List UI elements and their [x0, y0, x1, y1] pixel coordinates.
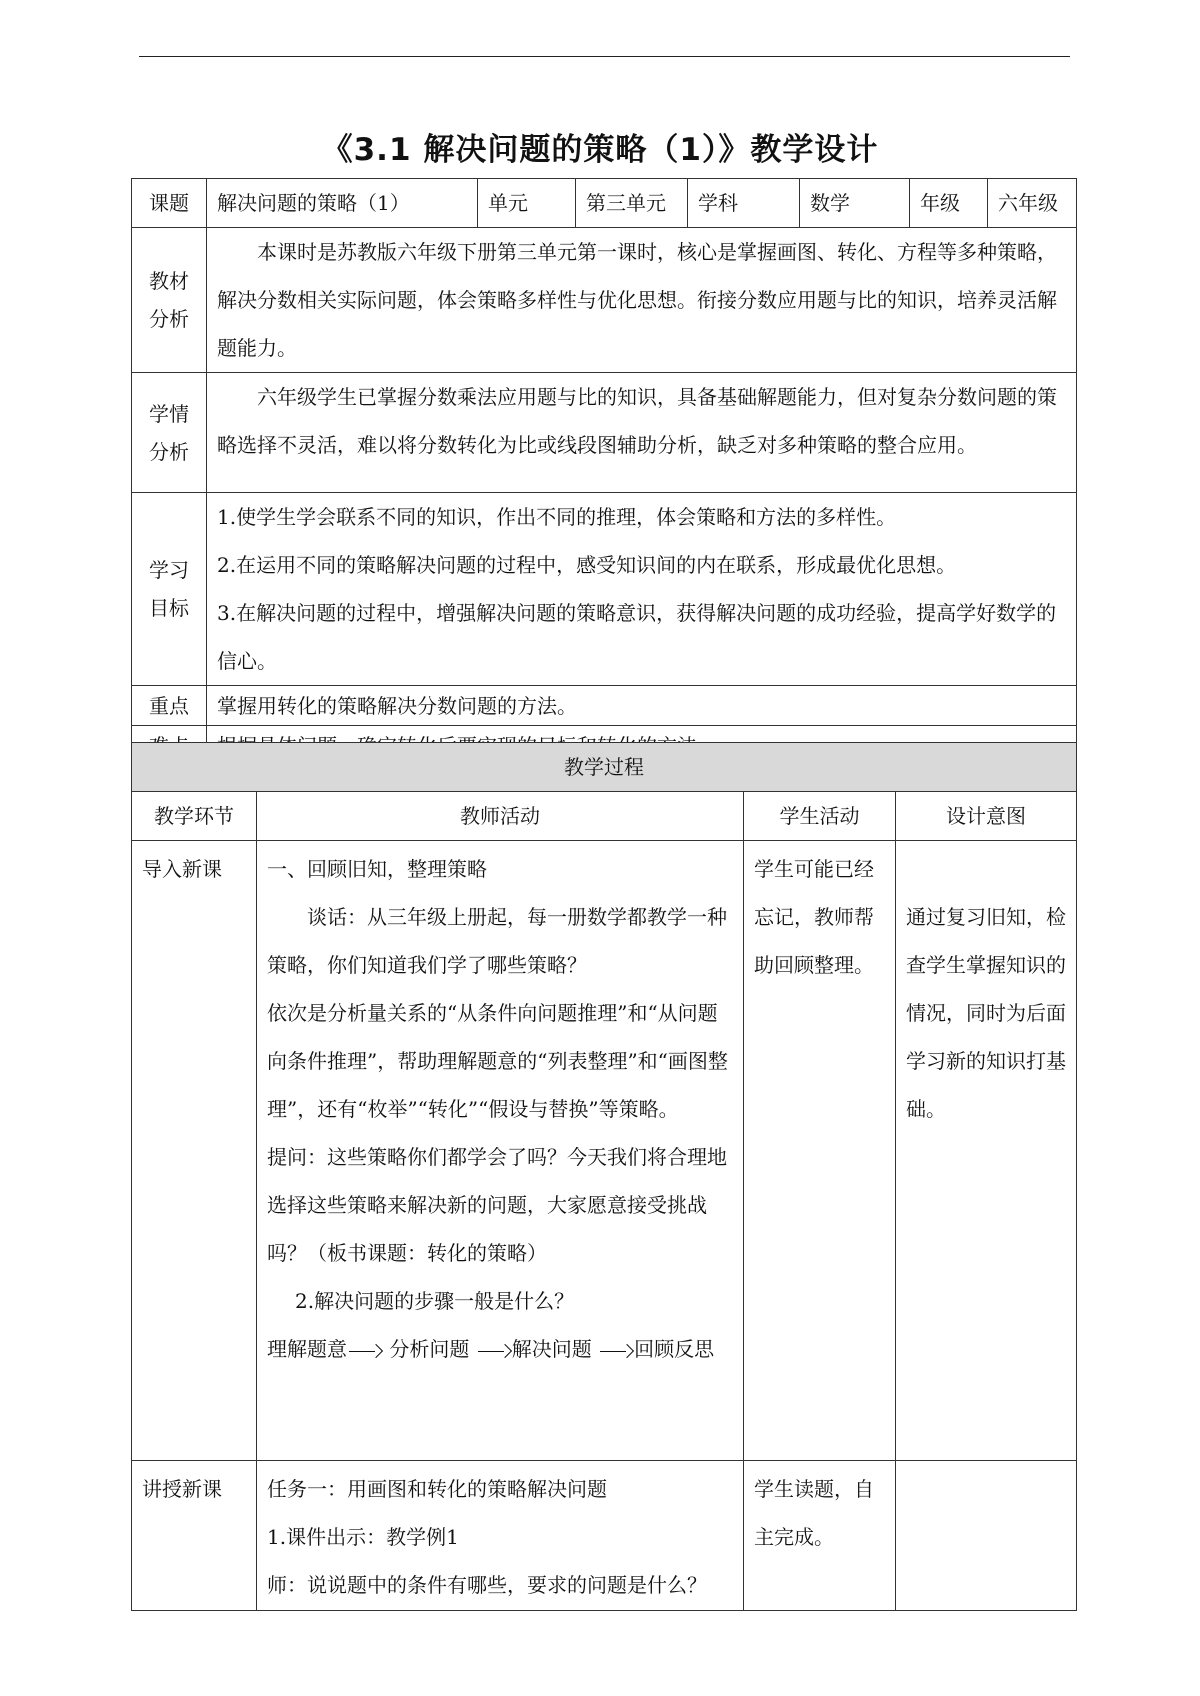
topic-label: 课题	[132, 179, 207, 228]
unit-value: 第三单元	[576, 179, 688, 228]
right-arrow-icon	[476, 1341, 512, 1361]
teacher-activity	[257, 1461, 744, 1611]
process-band-row	[132, 743, 1077, 792]
process-header-row	[132, 792, 1077, 841]
info-row-material	[132, 228, 1077, 373]
header-student: 学生活动	[744, 792, 896, 841]
teacher-question: 师：说说题中的条件有哪些，要求的问题是什么？	[267, 1573, 707, 1597]
info-row-topic	[132, 179, 1077, 228]
process-row-intro	[132, 841, 1077, 1461]
design-intent	[896, 1461, 1077, 1611]
talk-text: 谈话：从三年级上册起，每一册数学都教学一种策略，你们知道我们学了哪些策略？	[267, 905, 727, 977]
lesson-info-table	[131, 178, 1077, 766]
steps-flow	[267, 1325, 733, 1373]
step-item: 解决问题	[511, 1337, 592, 1361]
header-stage: 教学环节	[132, 792, 257, 841]
task-heading: 任务一：用画图和转化的策略解决问题	[267, 1477, 607, 1501]
right-arrow-icon	[347, 1341, 383, 1361]
teacher-activity	[257, 841, 744, 1461]
document-title: 《3.1 解决问题的策略（1）》教学设计	[321, 132, 879, 168]
courseware-text: 1.课件出示：教学例1	[267, 1525, 459, 1549]
info-row-learner	[132, 373, 1077, 493]
material-analysis: 本课时是苏教版六年级下册第三单元第一课时，核心是掌握画图、转化、方程等多种策略，解决分数相关实际问题，体会策略多样性与优化思想。衔接分数应用题与比的知识，培养灵活解题能力。	[207, 228, 1077, 373]
learning-goals	[207, 493, 1077, 686]
header-intent: 设计意图	[896, 792, 1077, 841]
process-band: 教学过程	[132, 743, 1077, 792]
subject-label: 学科	[688, 179, 800, 228]
stage-cell: 导入新课	[132, 841, 257, 1461]
strategy-list-text: 依次是分析量关系的“从条件向问题推理”和“从问题向条件推理”，帮助理解题意的“列表整理”和“画图整理”，还有“枚举”“转化”“假设与替换”等策略。	[267, 1001, 728, 1121]
grade-value: 六年级	[988, 179, 1077, 228]
info-row-key	[132, 686, 1077, 726]
subject-value: 数学	[800, 179, 910, 228]
grade-label: 年级	[910, 179, 988, 228]
unit-label: 单元	[478, 179, 576, 228]
topic-value: 解决问题的策略（1）	[207, 179, 478, 228]
material-label: 教材 分析	[132, 228, 207, 373]
teaching-process-table	[131, 742, 1077, 1611]
header-rule	[139, 56, 1070, 57]
goal-item: 1.使学生学会联系不同的知识，作出不同的推理，体会策略和方法的多样性。	[217, 505, 897, 529]
design-intent: 通过复习旧知，检查学生掌握知识的情况，同时为后面学习新的知识打基础。	[896, 841, 1077, 1461]
info-row-goals	[132, 493, 1077, 686]
step-item: 分析问题	[389, 1337, 470, 1361]
section-heading: 一、回顾旧知，整理策略	[267, 857, 487, 881]
key-point: 掌握用转化的策略解决分数问题的方法。	[207, 686, 1077, 726]
learner-analysis: 六年级学生已掌握分数乘法应用题与比的知识，具备基础解题能力，但对复杂分数问题的策略选择不灵活，难以将分数转化为比或线段图辅助分析，缺乏对多种策略的整合应用。	[207, 373, 1077, 493]
learner-label: 学情 分析	[132, 373, 207, 493]
student-activity: 学生读题，自主完成。	[744, 1461, 896, 1611]
question-text: 提问：这些策略你们都学会了吗？今天我们将合理地选择这些策略来解决新的问题，大家愿意接受挑战吗？（板书课题：转化的策略）	[267, 1145, 727, 1265]
step-item: 理解题意	[267, 1337, 347, 1361]
right-arrow-icon	[598, 1341, 634, 1361]
student-activity: 学生可能已经忘记，教师帮助回顾整理。	[744, 841, 896, 1461]
goal-item: 3.在解决问题的过程中，增强解决问题的策略意识，获得解决问题的成功经验，提高学好数学的信心。	[217, 601, 1057, 673]
goal-item: 2.在运用不同的策略解决问题的过程中，感受知识间的内在联系，形成最优化思想。	[217, 553, 957, 577]
step-item: 回顾反思	[634, 1337, 715, 1361]
key-point-label: 重点	[132, 686, 207, 726]
goals-label: 学习 目标	[132, 493, 207, 686]
header-teacher: 教师活动	[257, 792, 744, 841]
process-row-teaching	[132, 1461, 1077, 1611]
stage-cell: 讲授新课	[132, 1461, 257, 1611]
steps-question: 2.解决问题的步骤一般是什么？	[295, 1289, 575, 1313]
